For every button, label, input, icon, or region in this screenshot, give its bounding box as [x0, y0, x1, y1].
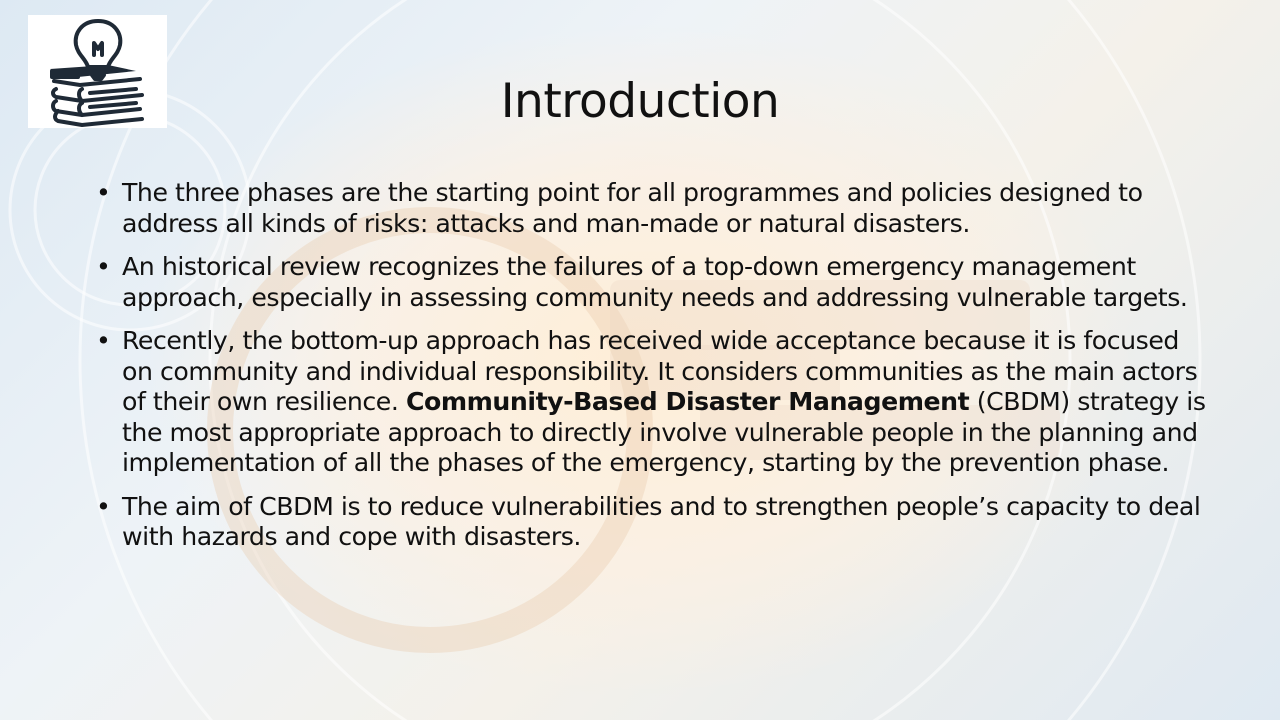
bullet-marker: • [96, 252, 111, 281]
bullet-item [96, 252, 1206, 313]
bullet-text: The three phases are the starting point for all programmes and policies designed to address all kinds of risks: attacks and man-made or natural disasters. [122, 178, 1143, 238]
bullet-item [96, 178, 1206, 239]
bullet-text: An historical review recognizes the failures of a top-down emergency management approach, especially in assessing community needs and addressing vulnerable targets. [122, 252, 1188, 312]
bullet-bold-term: Community-Based Disaster Management [405, 387, 970, 416]
bullet-text-part: Recently, the bottom-up approach has received wide acceptance because it is focused on community and individual responsibility. It considers communities as the main actors of their own resilience. [122, 326, 1198, 416]
bullet-item [96, 492, 1206, 553]
slide-title: Introduction [500, 74, 780, 129]
bullet-marker: • [96, 178, 111, 207]
bullet-marker: • [96, 491, 111, 521]
bullet-list [96, 178, 1206, 566]
bullet-text: The aim of CBDM is to reduce vulnerabilities and to strengthen people’s capacity to deal with hazards and cope with disasters. [122, 491, 1201, 551]
bullet-marker: • [96, 326, 111, 355]
bullet-text-part: (CBDM) strategy is the most appropriate approach to directly involve vulnerable people in the planning and implementation of all the phases of the emergency, starting by the prevention phase. [122, 387, 1206, 477]
bullet-item [96, 326, 1206, 479]
